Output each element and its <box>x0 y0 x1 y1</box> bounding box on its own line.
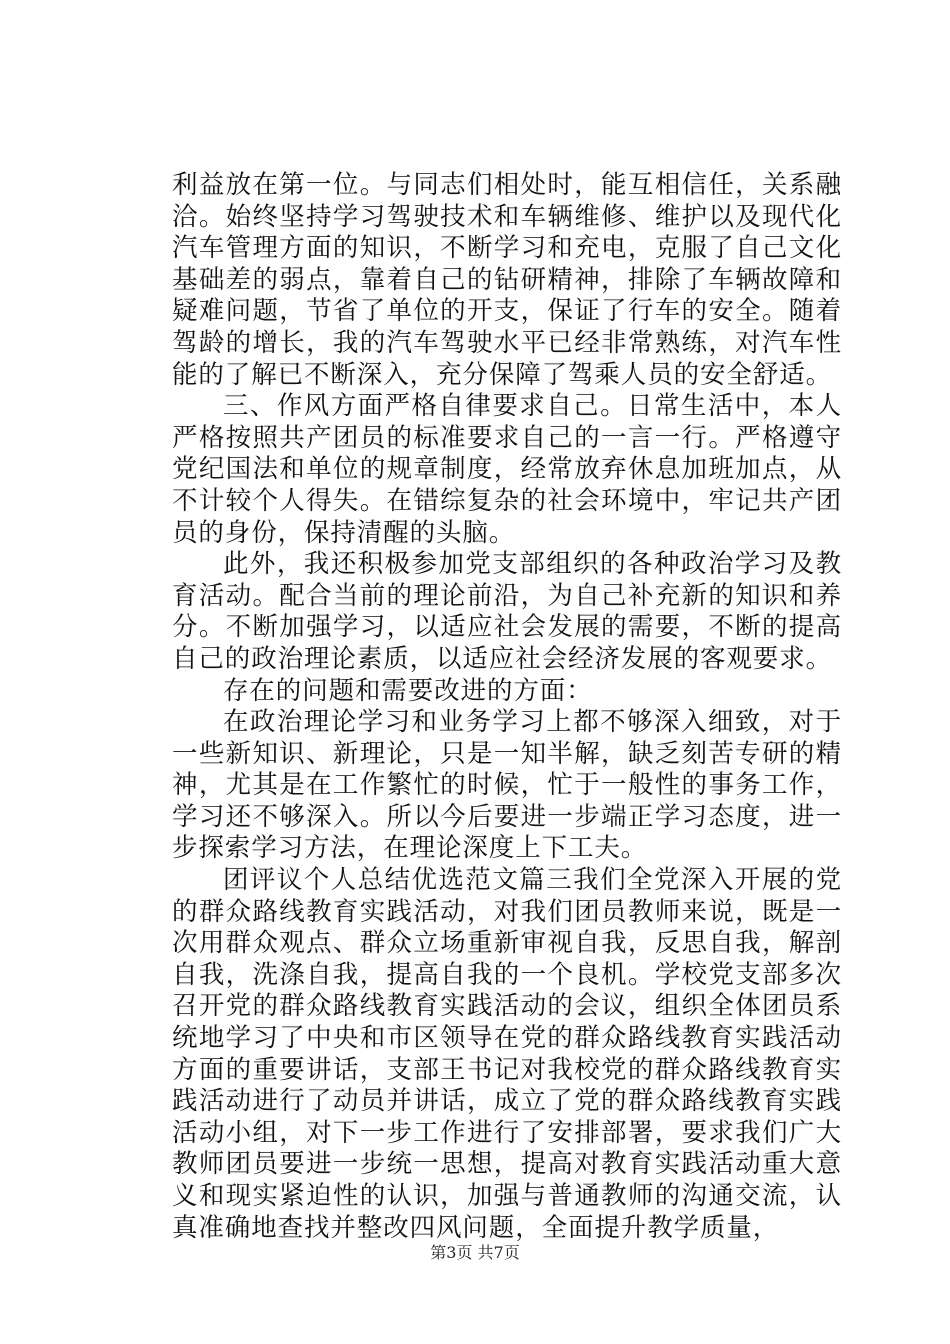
document-body <box>172 170 842 1244</box>
paragraph-1: 利益放在第一位。与同志们相处时，能互相信任，关系融洽。始终坚持学习驾驶技术和车辆维修、维护以及现代化汽车管理方面的知识，不断学习和充电，克服了自己文化基础差的弱点，靠着自己的钻研精神，排除了车辆故障和疑难问题，节省了单位的开支，保证了行车的安全。随着驾龄的增长，我的汽车驾驶水平已经非常熟练，对汽车性能的了解已不断深入，充分保障了驾乘人员的安全舒适。 <box>172 170 842 390</box>
paragraph-4: 存在的问题和需要改进的方面： <box>223 675 593 706</box>
paragraph-2: 三、作风方面严格自律要求自己。日常生活中，本人严格按照共产团员的标准要求自己的一言一行。严格遵守党纪国法和单位的规章制度，经常放弃休息加班加点，从不计较个人得失。在错综复杂的社会环境中，牢记共产团员的身份，保持清醒的头脑。 <box>172 391 842 548</box>
page-footer <box>0 1243 950 1263</box>
paragraph-6: 团评议个人总结优选范文篇三我们全党深入开展的党的群众路线教育实践活动，对我们团员教师来说，既是一次用群众观点、群众立场重新审视自我，反思自我，解剖自我，洗涤自我，提高自我的一个良机。学校党支部多次召开党的群众路线教育实践活动的会议，组织全体团员系统地学习了中央和市区领导在党的群众路线教育实践活动方面的重要讲话，支部王书记对我校党的群众路线教育实践活动进行了动员并讲话，成立了党的群众路线教育实践活动小组，对下一步工作进行了安排部署，要求我们广大教师团员要进一步统一思想，提高对教育实践活动重大意义和现实紧迫性的认识，加强与普通教师的沟通交流，认真准确地查找并整改四风问题，全面提升教学质量， <box>172 865 842 1243</box>
page-number: 第3页 共7页 <box>430 1243 520 1262</box>
paragraph-3: 此外，我还积极参加党支部组织的各种政治学习及教育活动。配合当前的理论前沿，为自己补充新的知识和养分。不断加强学习，以适应社会发展的需要，不断的提高自己的政治理论素质，以适应社会经济发展的客观要求。 <box>172 549 842 674</box>
paragraph-5: 在政治理论学习和业务学习上都不够深入细致，对于一些新知识、新理论，只是一知半解，缺乏刻苦专研的精神，尤其是在工作繁忙的时候，忙于一般性的事务工作，学习还不够深入。所以今后要进一步端正学习态度，进一步探索学习方法，在理论深度上下工夫。 <box>172 707 842 864</box>
